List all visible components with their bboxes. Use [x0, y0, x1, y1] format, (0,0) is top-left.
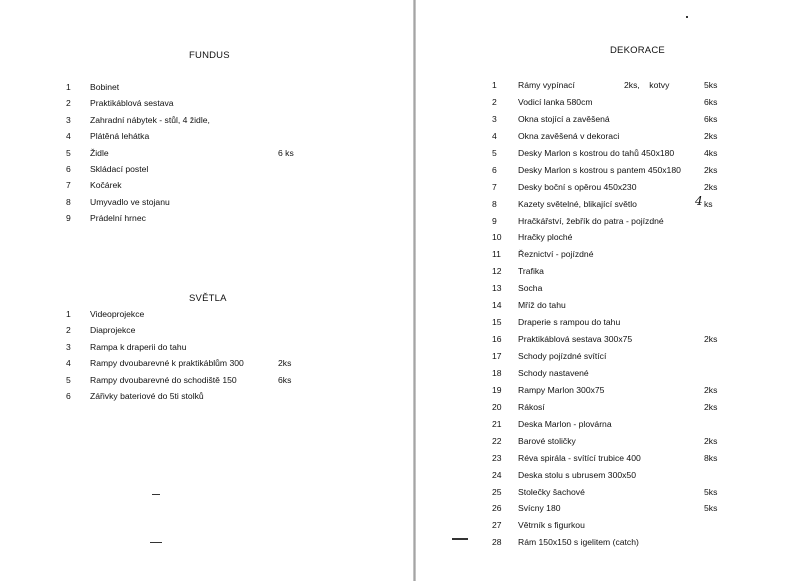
list-item: [492, 534, 792, 551]
list-item: [492, 263, 792, 280]
list-item: [492, 193, 792, 213]
item-text: Zahradní nábytek - stůl, 4 židle,: [90, 114, 210, 125]
item-text: Bobinet: [90, 82, 120, 92]
dekorace-list: [492, 77, 792, 551]
list-item: [66, 372, 366, 388]
item-number: 10: [492, 232, 502, 243]
item-number: 1: [66, 309, 71, 319]
item-text: Umyvadlo ve stojanu: [90, 196, 170, 207]
item-quantity: 2ks: [704, 334, 718, 345]
item-text: Desky Marlon s kostrou do tahů 450x180: [518, 147, 675, 158]
item-number: 6: [492, 164, 497, 175]
item-number: 21: [492, 418, 502, 429]
item-number: 8: [66, 196, 71, 207]
item-text: Stolečky šachové: [518, 486, 585, 497]
list-item: [66, 161, 366, 177]
item-number: 18: [492, 367, 502, 378]
item-number: 1: [492, 80, 497, 90]
list-item: [66, 128, 366, 144]
item-text: Svícny 180: [518, 503, 561, 514]
item-number: 4: [66, 358, 71, 369]
item-quantity: 2ks: [278, 358, 292, 369]
item-number: 9: [66, 213, 71, 224]
list-item: [492, 246, 792, 263]
item-quantity: 2ks: [704, 181, 718, 192]
list-item: [66, 177, 366, 193]
list-item: [492, 348, 792, 365]
item-number: 9: [492, 215, 497, 226]
item-text: Schody nastavené: [518, 367, 589, 378]
item-text: Okna zavěšená v dekoraci: [518, 130, 620, 141]
list-item: [492, 517, 792, 534]
item-number: 16: [492, 334, 502, 345]
list-item: [492, 162, 792, 179]
item-text: Rampy dvoubarevné do schodiště 150: [90, 374, 237, 385]
item-number: 4: [492, 130, 497, 141]
item-quantity: 6 ks: [278, 147, 294, 158]
item-quantity: 5ks: [704, 80, 718, 90]
item-text: Mříž do tahu: [518, 300, 566, 311]
list-item: [66, 194, 366, 210]
fundus-list: [66, 79, 366, 227]
item-text: Diaprojekce: [90, 325, 136, 336]
item-text: Praktikáblová sestava 300x75: [518, 334, 633, 345]
list-item: [492, 399, 792, 416]
item-text: Trafika: [518, 266, 544, 277]
list-item: [492, 179, 792, 196]
scan-speck: [686, 16, 688, 18]
item-number: 3: [492, 113, 497, 124]
item-number: 26: [492, 503, 502, 514]
list-item: [492, 280, 792, 297]
item-text: Plátěná lehátka: [90, 131, 150, 142]
item-text: Okna stojící a zavěšená: [518, 113, 610, 124]
list-item: [492, 111, 792, 128]
dekorace-heading: DEKORACE: [610, 45, 665, 56]
item-number: 25: [492, 486, 502, 497]
item-number: 5: [66, 147, 71, 158]
list-item: [492, 229, 792, 246]
item-text: Prádelní hrnec: [90, 213, 146, 224]
item-number: 3: [66, 114, 71, 125]
list-item: [492, 500, 792, 517]
item-number: 23: [492, 452, 502, 463]
list-item: [66, 95, 366, 111]
list-item: [492, 416, 792, 433]
list-item: [492, 450, 792, 467]
scan-speck: [150, 542, 162, 543]
item-quantity: 5ks: [704, 503, 718, 514]
list-item: [66, 210, 366, 226]
item-number: 7: [66, 180, 71, 191]
item-number: 20: [492, 401, 502, 412]
item-text: Rampy dvoubarevné k praktikáblům 300: [90, 358, 244, 369]
item-quantity: 2ks: [704, 435, 718, 446]
list-item: [66, 388, 366, 404]
list-item: [492, 484, 792, 501]
item-number: 14: [492, 300, 502, 311]
item-number: 7: [492, 181, 497, 192]
item-text: Desky boční s opěrou 450x230: [518, 181, 637, 192]
item-text: Vodicí lanka 580cm: [518, 96, 593, 107]
item-quantity: 6ks: [278, 374, 292, 385]
list-item: [492, 433, 792, 450]
list-item: [492, 77, 792, 94]
item-text: Socha: [518, 283, 543, 294]
item-quantity: 2ks: [704, 401, 718, 412]
item-number: 13: [492, 283, 502, 294]
item-quantity: 4ks: [704, 147, 718, 158]
item-number: 2: [66, 325, 71, 336]
list-item: [492, 331, 792, 348]
item-text: Videoprojekce: [90, 309, 145, 319]
list-item: [492, 365, 792, 382]
item-number: 22: [492, 435, 502, 446]
item-text: Rákosí: [518, 401, 545, 412]
item-text: Skládací postel: [90, 163, 149, 174]
list-item: [492, 128, 792, 145]
item-number: 15: [492, 317, 502, 328]
item-number: 27: [492, 520, 502, 531]
right-page: [416, 0, 800, 581]
list-item: [66, 355, 366, 371]
item-text: Zářivky bateriové do 5ti stolků: [90, 390, 204, 401]
item-text: Větrník s figurkou: [518, 520, 585, 531]
item-number: 3: [66, 341, 71, 352]
item-number: 8: [492, 198, 497, 209]
list-item: [66, 79, 366, 95]
list-item: [66, 322, 366, 338]
item-quantity: 5ks: [704, 486, 718, 497]
item-quantity: ks: [704, 198, 713, 209]
item-extra: 2ks, kotvy: [624, 80, 670, 90]
item-text: Desky Marlon s kostrou s pantem 450x180: [518, 164, 681, 175]
list-item: [492, 213, 792, 230]
item-text: Řeznictví - pojízdné: [518, 249, 594, 260]
item-text: Rampa k draperii do tahu: [90, 341, 187, 352]
item-number: 1: [66, 82, 71, 92]
item-text: Barové stoličky: [518, 435, 576, 446]
item-number: 4: [66, 131, 71, 142]
item-number: 19: [492, 384, 502, 395]
item-text: Draperie s rampou do tahu: [518, 317, 621, 328]
item-number: 6: [66, 390, 71, 401]
item-quantity: 6ks: [704, 113, 718, 124]
fundus-heading: FUNDUS: [189, 50, 230, 61]
item-number: 5: [66, 374, 71, 385]
item-number: 6: [66, 163, 71, 174]
item-text: Židle: [90, 147, 109, 158]
list-item: [492, 467, 792, 484]
item-text: Deska Marlon - plovárna: [518, 418, 612, 429]
item-number: 5: [492, 147, 497, 158]
item-text: Praktikáblová sestava: [90, 98, 174, 109]
item-number: 12: [492, 266, 502, 277]
item-text: Hračky ploché: [518, 232, 573, 243]
list-item: [66, 145, 366, 161]
list-item: [492, 145, 792, 162]
item-text: Deska stolu s ubrusem 300x50: [518, 469, 636, 480]
item-text: Rámy vypínací: [518, 80, 575, 90]
item-number: 24: [492, 469, 502, 480]
item-text: Rám 150x150 s igelitem (catch): [518, 537, 639, 548]
item-quantity: 2ks: [704, 384, 718, 395]
item-text: Schody pojízdné svítící: [518, 351, 607, 361]
list-item: [492, 297, 792, 314]
item-number: 28: [492, 537, 502, 548]
list-item: [66, 339, 366, 355]
item-text: Rampy Marlon 300x75: [518, 384, 605, 395]
item-text: Kočárek: [90, 180, 122, 191]
item-quantity: 2ks: [704, 164, 718, 175]
scan-speck: [152, 494, 160, 495]
item-number: 2: [66, 98, 71, 109]
item-text: Réva spirála - svítící trubice 400: [518, 452, 641, 463]
item-quantity: 8ks: [704, 452, 718, 463]
list-item: [66, 306, 366, 322]
handwritten-correction: 4: [695, 193, 703, 208]
item-number: 17: [492, 351, 502, 361]
item-quantity: 6ks: [704, 96, 718, 107]
scan-speck: [452, 538, 468, 540]
item-number: 2: [492, 96, 497, 107]
list-item: [66, 112, 366, 128]
item-text: Hračkářství, žebřík do patra - pojízdné: [518, 215, 664, 226]
svetla-heading: SVĚTLA: [189, 293, 227, 304]
list-item: [492, 314, 792, 331]
svetla-list: [66, 306, 366, 404]
item-text: Kazety světelné, blikající světlo: [518, 198, 637, 209]
list-item: [492, 382, 792, 399]
item-quantity: 2ks: [704, 130, 718, 141]
item-number: 11: [492, 249, 501, 260]
list-item: [492, 94, 792, 111]
